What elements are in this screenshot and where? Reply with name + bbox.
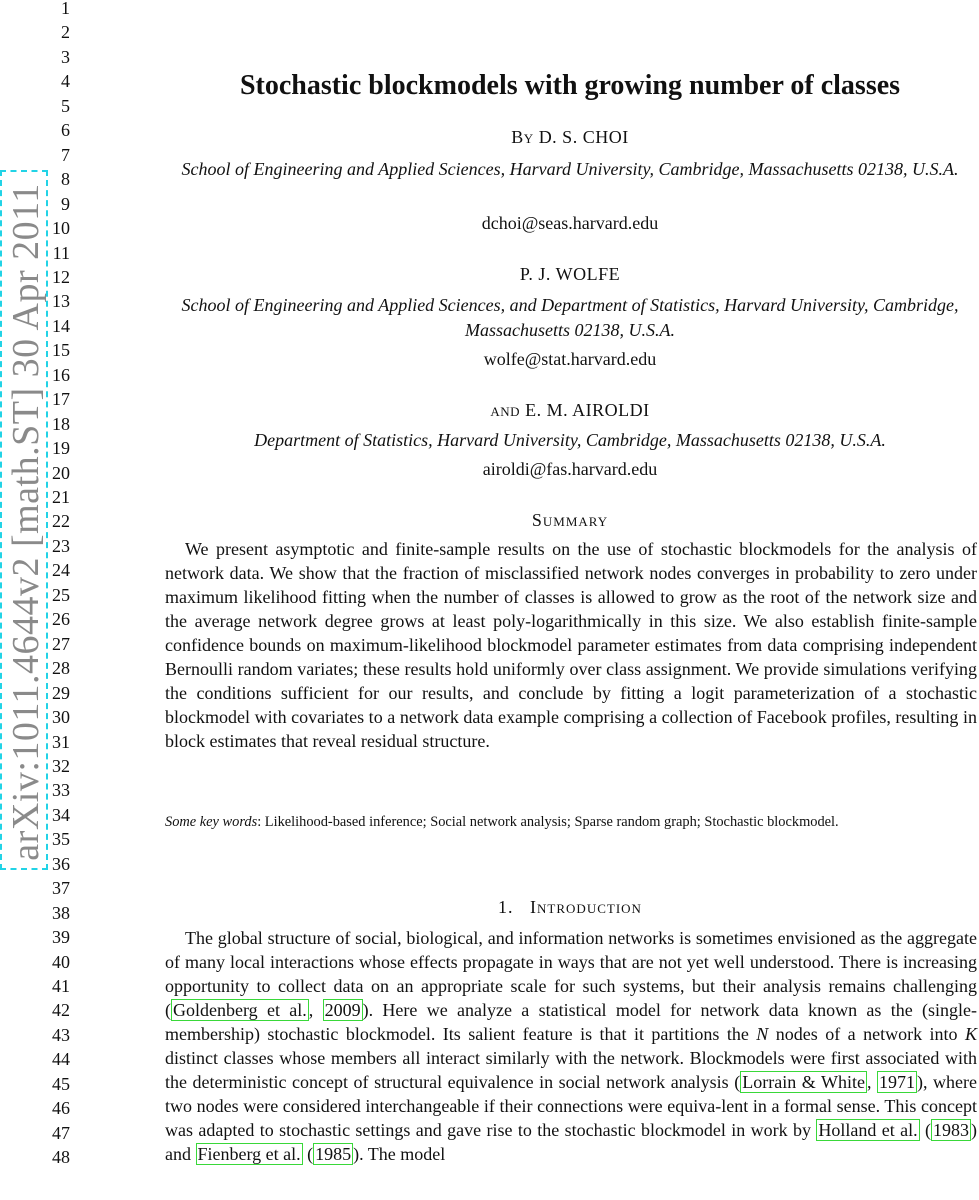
line-number: 3	[61, 46, 70, 67]
paper-title: Stochastic blockmodels with growing number of classes	[239, 70, 901, 101]
citation-link[interactable]: 1983	[933, 1120, 969, 1140]
line-number: 4	[61, 71, 70, 92]
author-1-name: D. S. CHOI	[538, 127, 629, 147]
intro-text: ), where two nodes were considered interchangeable if their connections were equiva-lent in a formal sense. This concept was adapted to stochastic settings and gave rise to the stochastic blockmodel in work by	[165, 1072, 977, 1140]
citation-link[interactable]: Fienberg et al.	[197, 1144, 301, 1164]
summary-text: We present asymptotic and finite-sample results on the use of stochastic blockmodels for the analysis of network data. We show that the fraction of misclassified network nodes converges in probability to zero under maximum likelihood fitting when the number of classes is allowed to grow as the root of the network size and the average network degree grows at least poly-logarithmically in this size. We also establish finite-sample confidence bounds on maximum-likelihood blockmodel parameter estimates from data comprising independent Bernoulli random variates; these results hold uniformly over class assignment. We provide simulations verifying the conditions sufficient for our results, and conclude by fitting a logit parameterization of a stochastic blockmodel with covariates to a network data example comprising a collection of Facebook profiles, resulting in block estimates that reveal residual structure.	[165, 539, 977, 751]
author-3-email: airoldi@fas.harvard.edu	[482, 459, 658, 479]
line-number: 17	[52, 389, 70, 410]
line-number: 48	[52, 1147, 70, 1168]
line-number: 9	[61, 193, 70, 214]
math-symbol: N	[756, 1024, 769, 1044]
intro-text: distinct classes whose members all interact similarly with the network. Blockmodels were first associated with the deterministic concept of structural equivalence in social network analysis (	[165, 1048, 977, 1092]
author-1-email: dchoi@seas.harvard.edu	[481, 213, 659, 233]
line-number: 42	[52, 1000, 70, 1021]
author-2-affiliation: School of Engineering and Applied Sciences, and Department of Statistics, Harvard University, Cambridge, Massachusetts 02138, U.S.A.	[181, 295, 959, 340]
author-2-email: wolfe@stat.harvard.edu	[483, 349, 657, 369]
line-number: 10	[52, 218, 70, 239]
line-number: 23	[52, 535, 70, 556]
math-symbol: K	[964, 1024, 977, 1044]
line-number: 32	[52, 755, 70, 776]
line-number: 36	[52, 853, 70, 874]
line-number: 30	[52, 707, 70, 728]
intro-text: ,	[308, 1000, 323, 1020]
author-1	[160, 126, 979, 148]
line-number: 12	[52, 266, 70, 287]
line-number: 31	[52, 731, 70, 752]
line-number: 29	[52, 682, 70, 703]
citation-link[interactable]: 2009	[324, 1000, 361, 1020]
summary-heading: Summary	[531, 510, 609, 530]
intro-text: nodes of a network into	[768, 1024, 965, 1044]
line-number: 43	[52, 1024, 70, 1045]
line-number: 39	[52, 927, 70, 948]
citation-link[interactable]: 1971	[878, 1072, 915, 1092]
line-number: 21	[52, 487, 70, 507]
line-number: 8	[61, 169, 70, 190]
citation-link[interactable]: Lorrain & White	[742, 1072, 865, 1092]
intro-text: ) and	[165, 1120, 977, 1164]
line-number: 1	[61, 0, 70, 18]
intro-number: 1.	[498, 897, 514, 917]
line-number: 18	[52, 413, 70, 434]
intro-text: ). The model	[353, 1144, 446, 1164]
line-number: 20	[52, 462, 70, 483]
line-number: 26	[52, 609, 70, 630]
line-number: 44	[52, 1049, 70, 1070]
citation-link[interactable]: 1985	[315, 1144, 352, 1164]
line-number: 33	[52, 780, 70, 801]
intro-text: (	[919, 1120, 931, 1140]
line-number: 16	[52, 364, 70, 385]
author-1-prefix: By	[511, 127, 534, 147]
line-number: 14	[52, 315, 70, 336]
author-3-affiliation: Department of Statistics, Harvard University, Cambridge, Massachusetts 02138, U.S.A.	[254, 430, 886, 450]
line-number: 5	[61, 95, 70, 116]
line-number: 24	[52, 560, 70, 581]
author-3-name: E. M. AIROLDI	[525, 400, 650, 420]
author-2	[160, 263, 979, 285]
line-number: 35	[52, 829, 70, 850]
line-number: 25	[52, 584, 70, 605]
intro-paragraph	[165, 926, 977, 1166]
intro-text: The global structure of social, biological, and information networks is sometimes envisioned as the aggregate of many local interactions whose effects propagate in ways that are not yet well understood. There is increasing opportunity to collect data on an appropriate scale for such systems, but their analysis remains challenging (	[165, 928, 977, 1020]
line-number: 15	[52, 340, 70, 361]
line-number: 13	[52, 291, 70, 312]
intro-text: (	[302, 1144, 314, 1164]
intro-title: Introduction	[530, 897, 642, 917]
line-number: 46	[52, 1098, 70, 1119]
intro-text: ). Here we analyze a statistical model for network data known as the (single-membership) stochastic blockmodel. Its salient feature is that it partitions the	[165, 1000, 978, 1044]
line-number: 45	[52, 1073, 70, 1094]
line-number: 11	[52, 242, 70, 263]
line-number: 28	[52, 658, 70, 679]
author-1-affiliation: School of Engineering and Applied Sciences, Harvard University, Cambridge, Massachusetts 02138, U.S.A.	[181, 159, 959, 179]
line-number: 27	[52, 633, 70, 654]
summary-body	[165, 537, 977, 753]
keywords-text: : Likelihood-based inference; Social network analysis; Sparse random graph; Stochastic blockmodel.	[257, 814, 839, 830]
line-number: 34	[52, 804, 70, 825]
arxiv-stamp-text: arXiv:1011.4644v2 [math.ST] 30 Apr 2011	[5, 183, 47, 861]
line-number: 6	[61, 120, 70, 141]
line-number: 37	[52, 878, 70, 899]
keywords	[165, 812, 977, 832]
line-number: 40	[52, 951, 70, 972]
line-number: 38	[52, 902, 70, 923]
arxiv-stamp	[0, 170, 48, 870]
author-2-name: P. J. WOLFE	[519, 264, 621, 284]
line-number: 2	[61, 22, 70, 43]
citation-link[interactable]: Holland et al.	[818, 1120, 918, 1140]
author-3	[160, 399, 979, 421]
line-number: 7	[61, 144, 70, 165]
line-number: 22	[52, 511, 70, 532]
line-number: 41	[52, 976, 70, 996]
intro-text: ,	[866, 1072, 877, 1092]
line-number: 19	[52, 438, 70, 459]
intro-heading	[160, 896, 979, 918]
author-3-prefix: and	[490, 400, 521, 420]
line-number: 47	[52, 1122, 70, 1143]
intro-body	[165, 926, 977, 1166]
citation-link[interactable]: Goldenberg et al.	[173, 1000, 307, 1020]
keywords-label: Some key words	[165, 814, 258, 830]
